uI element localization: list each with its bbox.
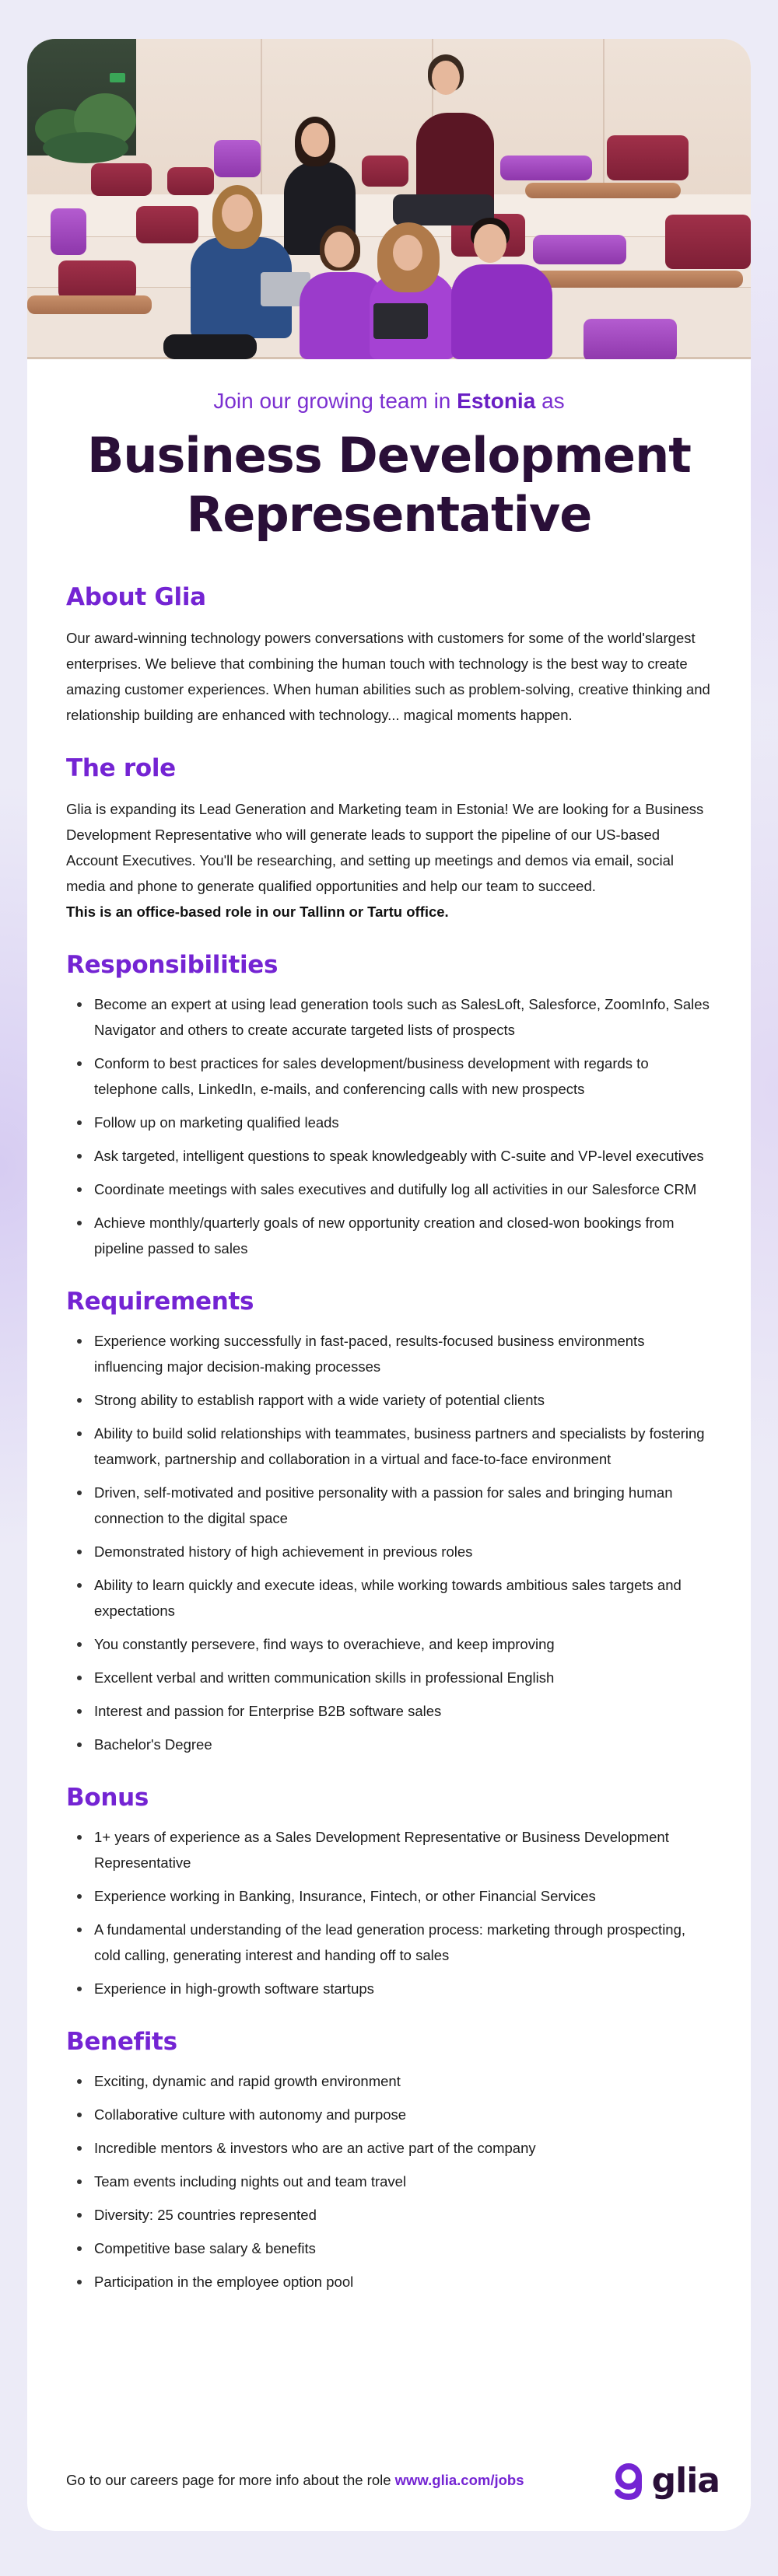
list-item: A fundamental understanding of the lead generation process: marketing through prospecting, cold calling, generating interest and handing off to sales bbox=[77, 1917, 712, 1968]
kicker-text bbox=[66, 389, 712, 414]
laptop-center bbox=[373, 303, 428, 339]
list-item: Collaborative culture with autonomy and purpose bbox=[77, 2102, 712, 2127]
list-item: You constantly persevere, find ways to overachieve, and keep improving bbox=[77, 1631, 712, 1657]
section-heading-about: About Glia bbox=[66, 583, 206, 611]
about-paragraph: Our award-winning technology powers conversations with customers for some of the world'slargest enterprises. We believe that combining the human touch with technology is the best way to create amazing customer experiences. When human abilities such as problem-solving, creative thinking and relationship building are enhanced with technology... magical moments happen. bbox=[66, 630, 710, 723]
section-heading-role: The role bbox=[66, 754, 176, 782]
section-bonus bbox=[66, 1784, 712, 2001]
responsibilities-list bbox=[66, 991, 712, 1261]
section-heading-requirements: Requirements bbox=[66, 1288, 254, 1316]
section-heading-benefits: Benefits bbox=[66, 2028, 177, 2056]
glia-logo-icon bbox=[613, 2461, 647, 2500]
list-item: Coordinate meetings with sales executives and dutifully log all activities in our Salesforce CRM bbox=[77, 1176, 712, 1202]
section-requirements bbox=[66, 1288, 712, 1757]
list-item: Exciting, dynamic and rapid growth environment bbox=[77, 2068, 712, 2094]
list-item: Team events including nights out and team travel bbox=[77, 2169, 712, 2194]
careers-link[interactable]: www.glia.com/jobs bbox=[394, 2472, 524, 2488]
hero-team-photo bbox=[27, 39, 751, 359]
list-item: Follow up on marketing qualified leads bbox=[77, 1110, 712, 1135]
section-responsibilities bbox=[66, 951, 712, 1261]
list-item: Driven, self-motivated and positive personality with a passion for sales and bringing human connection to the digital space bbox=[77, 1480, 712, 1531]
requirements-list bbox=[66, 1328, 712, 1757]
section-about bbox=[66, 583, 712, 728]
job-title-line2: Representative bbox=[186, 486, 592, 543]
job-title bbox=[66, 426, 712, 544]
list-item: Experience working in Banking, Insurance, Fintech, or other Financial Services bbox=[77, 1883, 712, 1909]
glia-logo[interactable] bbox=[613, 2461, 720, 2501]
careers-cta-text: Go to our careers page for more info about the role bbox=[66, 2472, 391, 2488]
role-paragraph bbox=[66, 796, 712, 924]
list-item: Demonstrated history of high achievement in previous roles bbox=[77, 1539, 712, 1564]
glia-logo-text: glia bbox=[651, 2460, 720, 2501]
footer bbox=[66, 2457, 720, 2504]
bonus-list bbox=[66, 1824, 712, 2001]
kicker-prefix: Join our growing team in bbox=[213, 389, 451, 413]
office-window bbox=[27, 39, 136, 156]
list-item: Ability to build solid relationships with teammates, business partners and specialists by fostering teamwork, partnership and collaboration in a virtual and face-to-face environment bbox=[77, 1421, 712, 1472]
list-item: Ask targeted, intelligent questions to speak knowledgeably with C-suite and VP-level executives bbox=[77, 1143, 712, 1169]
list-item: Interest and passion for Enterprise B2B software sales bbox=[77, 1698, 712, 1724]
careers-cta bbox=[66, 2472, 524, 2489]
list-item: Bachelor's Degree bbox=[77, 1732, 712, 1757]
list-item: Become an expert at using lead generation tools such as SalesLoft, Salesforce, ZoomInfo, Sales Navigator and others to create accurate targeted lists of prospects bbox=[77, 991, 712, 1043]
list-item: Experience working successfully in fast-paced, results-focused business environments influencing major decision-making processes bbox=[77, 1328, 712, 1379]
section-heading-responsibilities: Responsibilities bbox=[66, 951, 279, 979]
list-item: Achieve monthly/quarterly goals of new opportunity creation and closed-won bookings from pipeline passed to sales bbox=[77, 1210, 712, 1261]
list-item: Strong ability to establish rapport with a wide variety of potential clients bbox=[77, 1387, 712, 1413]
list-item: Participation in the employee option pool bbox=[77, 2269, 712, 2295]
list-item: Competitive base salary & benefits bbox=[77, 2235, 712, 2261]
benefits-list bbox=[66, 2068, 712, 2295]
list-item: 1+ years of experience as a Sales Development Representative or Business Development Representative bbox=[77, 1824, 712, 1875]
role-text: Glia is expanding its Lead Generation and Marketing team in Estonia! We are looking for a Business Development Representative who will generate leads to support the pipeline of our US-based Account Executives. You'll be researching, and setting up meetings and demos via email, social media and phone to generate qualified opportunities and help our team to succeed. bbox=[66, 801, 704, 894]
exit-sign bbox=[110, 73, 125, 82]
kicker-location: Estonia bbox=[457, 389, 536, 413]
section-role bbox=[66, 754, 712, 924]
section-benefits bbox=[66, 2028, 712, 2295]
list-item: Excellent verbal and written communication skills in professional English bbox=[77, 1665, 712, 1690]
list-item: Conform to best practices for sales development/business development with regards to telephone calls, LinkedIn, e-mails, and conferencing calls with new prospects bbox=[77, 1050, 712, 1102]
job-title-line1: Business Development bbox=[87, 427, 691, 484]
kicker-suffix: as bbox=[541, 389, 565, 413]
list-item: Diversity: 25 countries represented bbox=[77, 2202, 712, 2228]
job-posting-card bbox=[27, 39, 751, 2531]
list-item: Incredible mentors & investors who are an active part of the company bbox=[77, 2135, 712, 2161]
role-office-note: This is an office-based role in our Tallinn or Tartu office. bbox=[66, 904, 449, 920]
section-heading-bonus: Bonus bbox=[66, 1784, 149, 1812]
list-item: Experience in high-growth software startups bbox=[77, 1976, 712, 2001]
list-item: Ability to learn quickly and execute ideas, while working towards ambitious sales targets and expectations bbox=[77, 1572, 712, 1624]
